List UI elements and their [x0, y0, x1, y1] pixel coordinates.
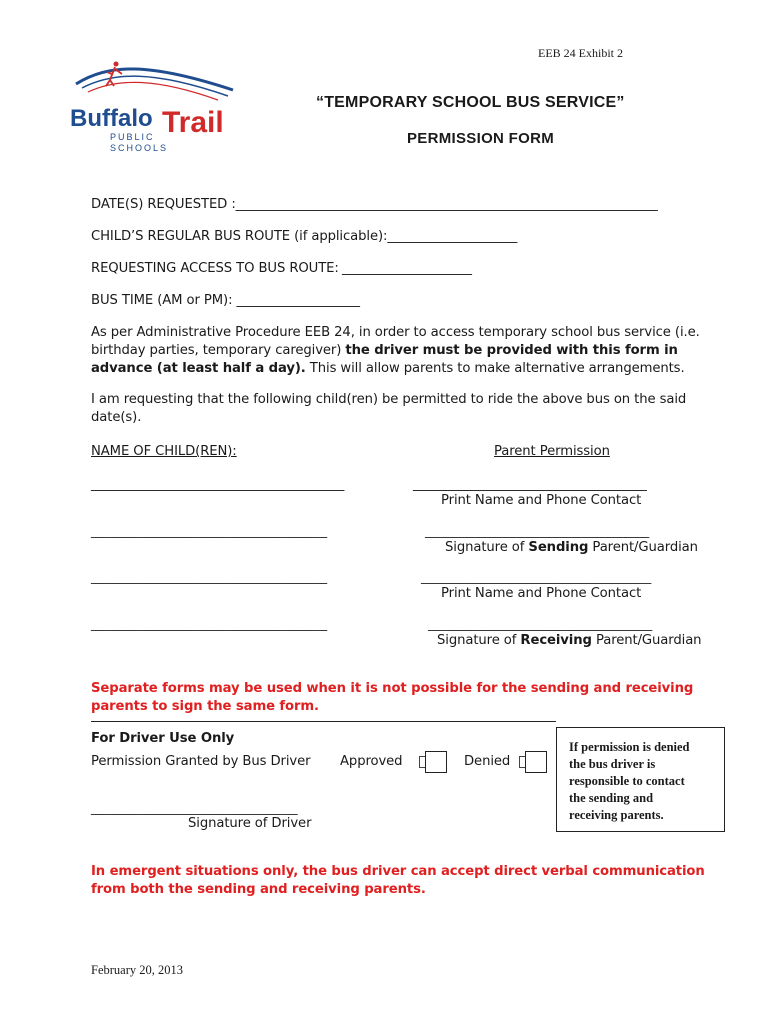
intro-text-1: As per Administrative Procedure EEB 24, in order to access temporary school bus service (i.e. birthday parties, temporary caregiver) — [91, 325, 700, 358]
approved-label: Approved — [340, 754, 403, 769]
request-paragraph: I am requesting that the following child(ren) be permitted to ride the above bus on the said date(s). — [91, 392, 687, 425]
buffalo-trail-logo — [68, 56, 238, 156]
notice-line: responsible to contact — [569, 774, 685, 788]
separate-forms-note: Separate forms may be used when it is not possible for the sending and receiving parents to sign the same form. — [91, 681, 694, 714]
form-title: “TEMPORARY SCHOOL BUS SERVICE” — [316, 94, 625, 111]
denied-label: Denied — [464, 754, 511, 769]
driver-signature-label: Signature of Driver — [188, 816, 312, 831]
driver-signature-field[interactable]: ___________________________________ — [91, 801, 298, 815]
logo-word-schools: SCHOOLS — [110, 143, 169, 153]
intro-text-2: This will allow parents to make alternative arrangements. — [305, 361, 685, 376]
logo-word-public: PUBLIC — [110, 132, 155, 142]
child-name-field-1[interactable]: _______________________________________ — [91, 477, 345, 492]
child-name-field-2[interactable]: ________________________________________ — [91, 524, 328, 538]
parent-permission-header: Parent Permission — [494, 444, 610, 459]
notice-line: If permission is denied — [569, 740, 690, 754]
driver-section-divider — [91, 721, 556, 722]
notice-line: the sending and — [569, 791, 654, 805]
print-name-label-1: Print Name and Phone Contact — [441, 493, 642, 508]
print-name-label-2: Print Name and Phone Contact — [441, 586, 642, 601]
regular-route-field[interactable]: CHILD’S REGULAR BUS ROUTE (if applicable):____________________ — [91, 229, 518, 244]
dates-requested-field[interactable]: DATE(S) REQUESTED :_________________________________________________________________ — [91, 197, 658, 212]
permission-granted-label: Permission Granted by Bus Driver — [91, 754, 311, 769]
emergent-note: In emergent situations only, the bus driver can accept direct verbal communication from both the sending and receiving parents. — [91, 864, 705, 897]
parent-signature-field-sending[interactable]: ______________________________________ — [425, 524, 650, 538]
notice-line: the bus driver is — [569, 757, 656, 771]
intro-paragraph — [91, 324, 721, 378]
exhibit-label: EEB 24 Exhibit 2 — [538, 46, 623, 60]
requesting-access-field[interactable]: ____________________ — [342, 261, 472, 276]
intro-text-bold: the driver must be provided with this form in advance (at least half a day). — [91, 343, 678, 376]
logo-word-trail: Trail — [162, 106, 224, 139]
denied-notice-box — [556, 727, 725, 832]
footer-date: February 20, 2013 — [91, 963, 183, 977]
driver-heading: For Driver Use Only — [91, 731, 235, 746]
children-header: NAME OF CHILD(REN): — [91, 444, 237, 459]
denied-checkbox[interactable] — [525, 751, 547, 773]
child-name-field-3[interactable]: ________________________________________ — [91, 570, 328, 584]
parent-print-field-1[interactable]: ____________________________________ — [413, 477, 647, 492]
requesting-access-label: REQUESTING ACCESS TO BUS ROUTE: — [91, 261, 339, 276]
signature-sending-label: Signature of Sending Parent/Guardian — [445, 540, 698, 555]
notice-line: receiving parents. — [569, 808, 664, 822]
approved-checkbox[interactable] — [425, 751, 447, 773]
bus-time-field[interactable]: BUS TIME (AM or PM): ___________________ — [91, 293, 360, 308]
signature-receiving-label: Signature of Receiving Parent/Guardian — [437, 633, 702, 648]
logo-word-buffalo: Buffalo — [70, 105, 153, 132]
parent-signature-field-receiving[interactable]: ______________________________________ — [428, 617, 653, 631]
child-name-field-4[interactable]: ________________________________________ — [91, 617, 328, 631]
parent-print-field-2[interactable]: _______________________________________ — [421, 570, 652, 584]
form-subtitle: PERMISSION FORM — [407, 130, 555, 147]
